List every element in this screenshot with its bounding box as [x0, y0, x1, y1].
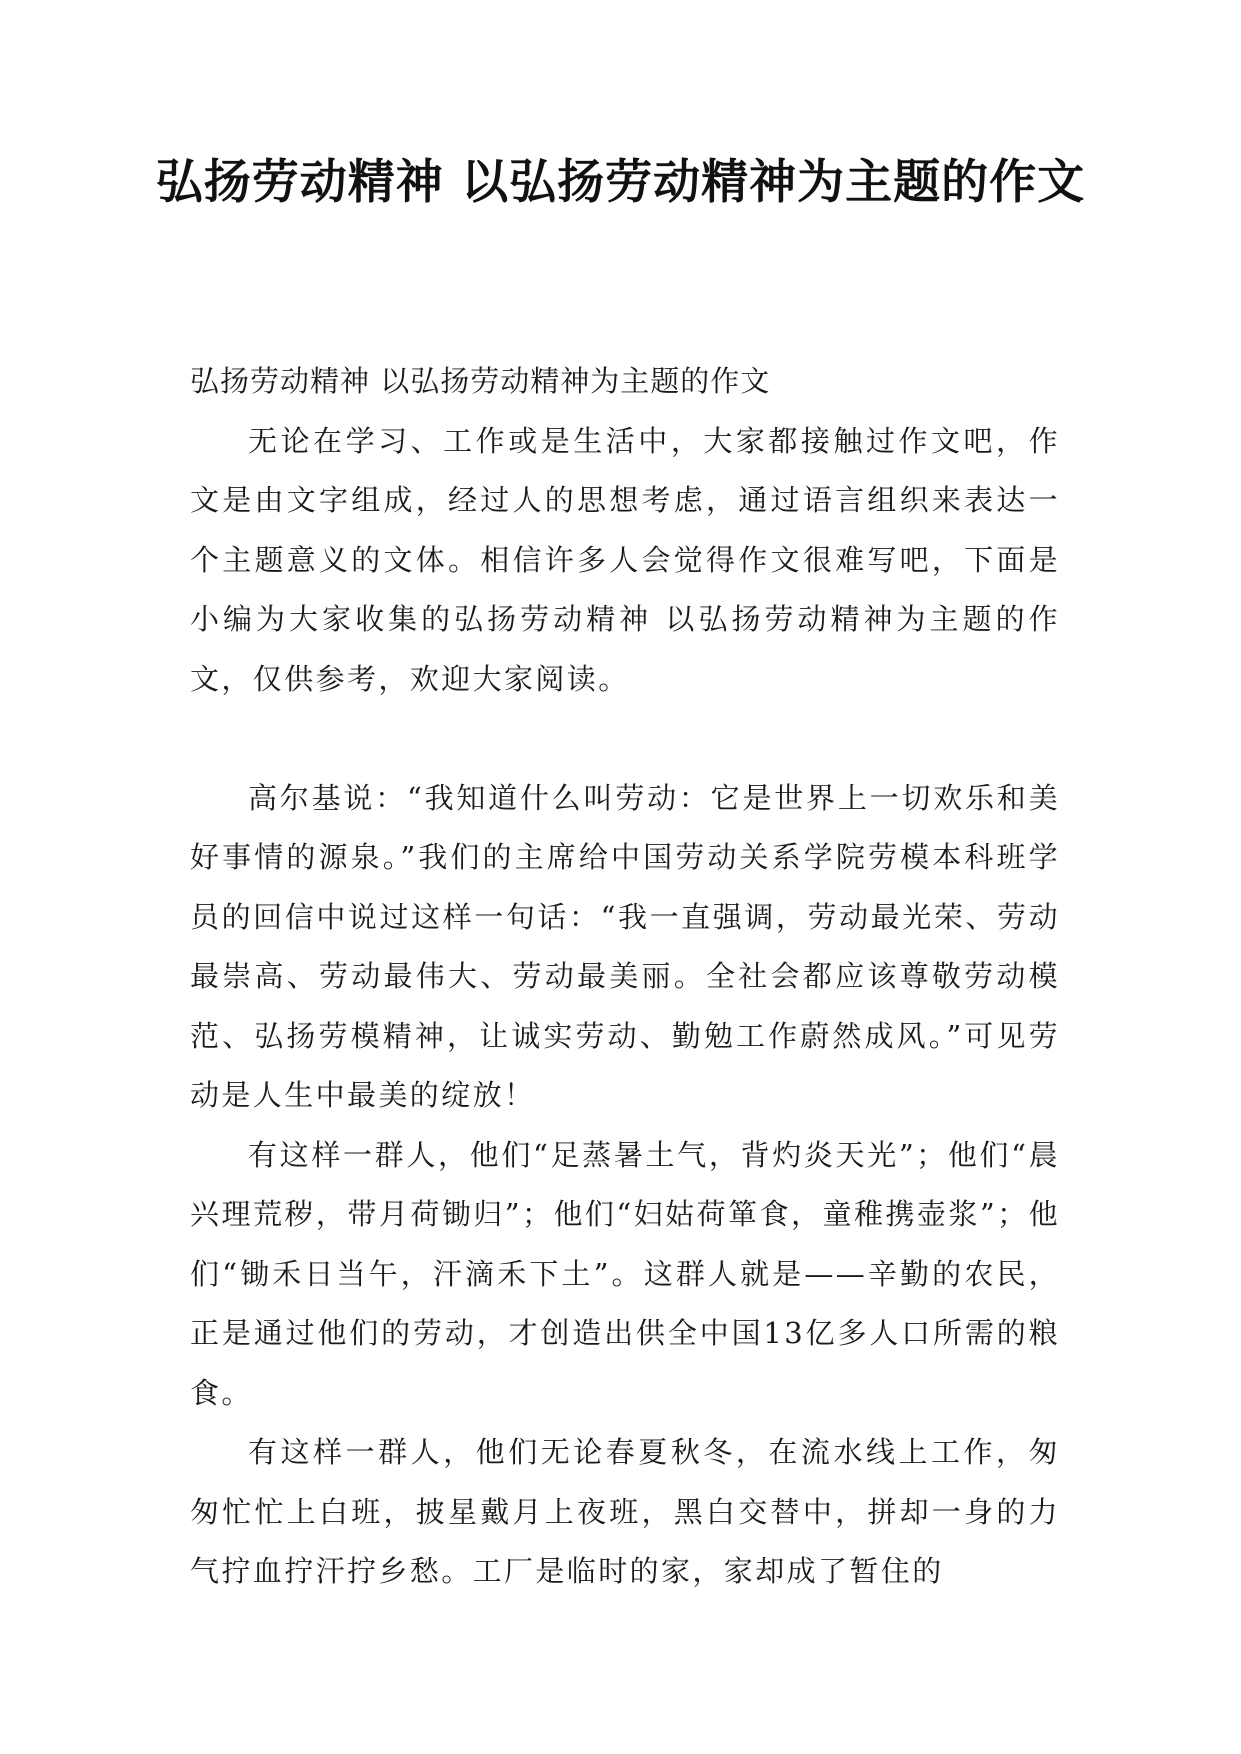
paragraph-gorky-quote: 高尔基说：“我知道什么叫劳动：它是世界上一切欢乐和美好事情的源泉。”我们的主席给中国劳动关系学院劳模本科班学员的回信中说过这样一句话：“我一直强调，劳动最光荣、劳动最崇高、劳动最伟大、劳动最美丽。全社会都应该尊敬劳动模范、弘扬劳模精神，让诚实劳动、勤勉工作蔚然成风。”可见劳动是人生中最美的绽放！: [190, 780, 1060, 1112]
document-title: 弘扬劳动精神 以弘扬劳动精神为主题的作文: [155, 155, 1086, 210]
document-body: [190, 352, 1060, 1602]
paragraph-workers: 有这样一群人，他们无论春夏秋冬，在流水线上工作，匆匆忙忙上白班，披星戴月上夜班，黑白交替中，拼却一身的力气拧血拧汗拧乡愁。工厂是临时的家，家却成了暂住的: [190, 1435, 1060, 1588]
paragraph-spacer: [190, 709, 1060, 769]
paragraph-farmers: 有这样一群人，他们“足蒸暑土气，背灼炎天光”；他们“晨兴理荒秽，带月荷锄归”；他们“妇姑荷箪食，童稚携壶浆”；他们“锄禾日当午，汗滴禾下土”。这群人就是——辛勤的农民，正是通过他们的劳动，才创造出供全中国13亿多人口所需的粮食。: [190, 1137, 1060, 1410]
paragraph-intro: 无论在学习、工作或是生活中，大家都接触过作文吧，作文是由文字组成，经过人的思想考虑，通过语言组织来表达一个主题意义的文体。相信许多人会觉得作文很难写吧，下面是小编为大家收集的弘扬劳动精神 以弘扬劳动精神为主题的作文，仅供参考，欢迎大家阅读。: [190, 423, 1060, 696]
document-subtitle: 弘扬劳动精神 以弘扬劳动精神为主题的作文: [190, 364, 771, 398]
